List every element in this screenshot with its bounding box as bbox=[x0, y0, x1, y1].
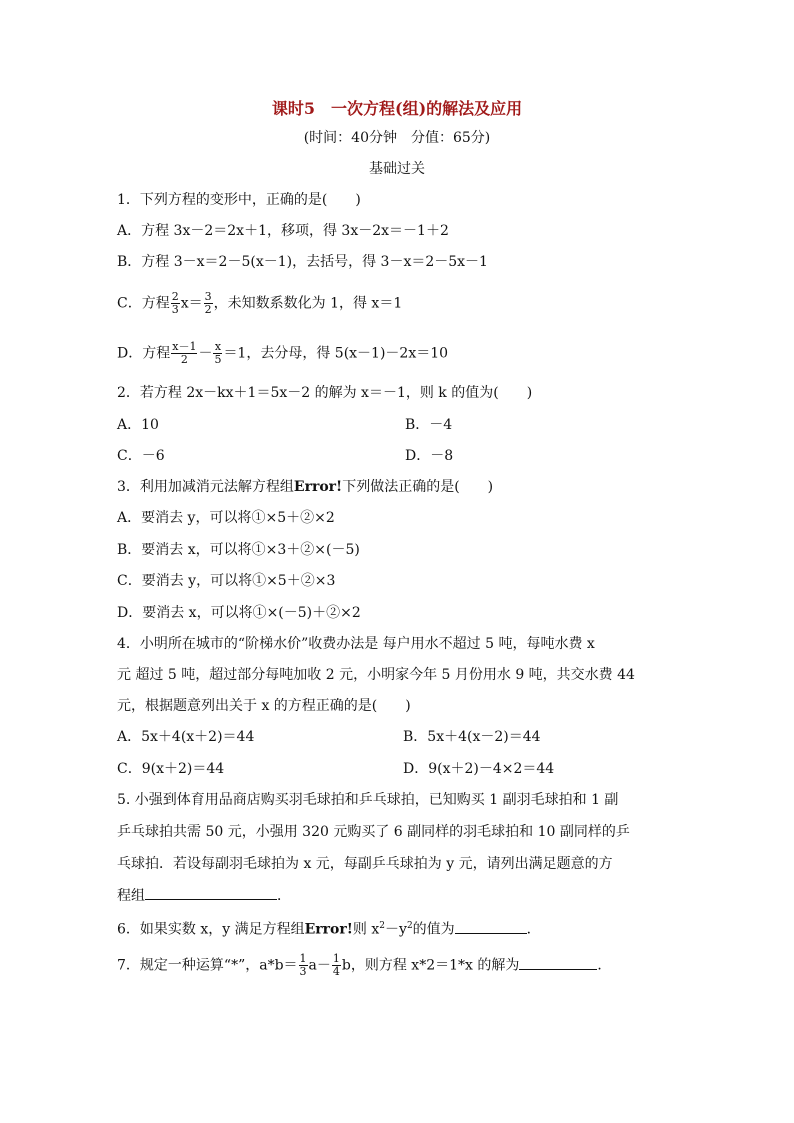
page-title: 课时5 一次方程(组)的解法及应用 bbox=[271, 99, 523, 118]
question-3-stem-post: 下列做法正确的是( ) bbox=[342, 479, 494, 495]
answer-blank[interactable] bbox=[455, 919, 527, 934]
question-1-option-c bbox=[117, 291, 402, 316]
fraction-denominator: 3 bbox=[299, 965, 307, 978]
question-2-option-d: D．－8 bbox=[405, 448, 454, 464]
option-d-suffix: ＝1，去分母，得 5(x－1)－2x＝10 bbox=[223, 345, 449, 362]
fraction-numerator: x－1 bbox=[172, 340, 197, 353]
question-4-line-2: 元 超过 5 吨，超过部分每吨加收 2 元，小明家今年 5 月份用水 9 吨，共交水费 44 bbox=[117, 667, 635, 683]
fraction-numerator: x bbox=[214, 340, 222, 353]
question-6-pre: 6．如果实数 x，y 满足方程组 bbox=[117, 921, 305, 938]
fraction-numerator: 1 bbox=[299, 952, 307, 965]
question-1-stem: 1．下列方程的变形中，正确的是( ) bbox=[117, 192, 361, 208]
question-2-option-a: A．10 bbox=[117, 417, 159, 433]
answer-blank[interactable] bbox=[145, 885, 277, 900]
question-5-line-4-post: ． bbox=[277, 888, 291, 904]
question-7-mid: a－ bbox=[308, 957, 331, 974]
question-4-line-3: 元，根据题意列出关于 x 的方程正确的是( ) bbox=[117, 698, 411, 714]
option-c-prefix: C．方程 bbox=[117, 295, 170, 312]
question-2-option-c: C．－6 bbox=[117, 448, 165, 464]
question-5-line-3: 乓球拍．若设每副羽毛球拍为 x 元，每副乒乓球拍为 y 元，请列出满足题意的方 bbox=[117, 856, 613, 872]
question-7-pre: 7．规定一种运算“*”，a*b＝ bbox=[117, 957, 298, 974]
question-5-line-4-pre: 程组 bbox=[117, 888, 145, 904]
question-5-line-2: 乒乓球拍共需 50 元，小强用 320 元购买了 6 副同样的羽毛球拍和 10 副同样的乒 bbox=[117, 824, 630, 840]
question-7-post: b，则方程 x*2＝1*x 的解为 bbox=[341, 957, 520, 974]
superscript: 2 bbox=[379, 921, 386, 931]
question-3-option-a: A．要消去 y，可以将①×5＋②×2 bbox=[117, 510, 335, 526]
question-6-mid: 则 x bbox=[352, 921, 380, 938]
question-3-option-b: B．要消去 x，可以将①×3＋②×(－5) bbox=[117, 542, 360, 558]
fraction-denominator: 2 bbox=[180, 353, 188, 366]
question-3-option-d: D．要消去 x，可以将①×(－5)＋②×2 bbox=[117, 605, 361, 621]
option-c-mid: x＝ bbox=[180, 295, 203, 312]
question-3-option-c: C．要消去 y，可以将①×5＋②×3 bbox=[117, 573, 336, 589]
time-score-info: (时间：40分钟 分值：65分) bbox=[303, 130, 491, 146]
question-2-stem: 2．若方程 2x－kx＋1＝5x－2 的解为 x＝－1，则 k 的值为( ) bbox=[117, 385, 533, 401]
fraction bbox=[171, 341, 197, 366]
question-6 bbox=[117, 916, 541, 940]
question-1-option-a: A．方程 3x－2＝2x＋1，移项，得 3x－2x＝－1＋2 bbox=[117, 223, 449, 239]
option-d-mid: － bbox=[198, 345, 213, 362]
fraction bbox=[213, 341, 222, 366]
question-5-line-1: 5. 小强到体育用品商店购买羽毛球拍和乒乓球拍，已知购买 1 副羽毛球拍和 1 副 bbox=[117, 792, 619, 808]
question-7-end: ． bbox=[597, 957, 612, 974]
question-7 bbox=[117, 953, 611, 978]
fraction-numerator: 3 bbox=[204, 290, 212, 303]
question-6-mid2: －y bbox=[385, 921, 407, 938]
question-2-option-b: B．－4 bbox=[405, 417, 453, 433]
error-placeholder: Error! bbox=[304, 921, 353, 938]
question-4-line-1: 4．小明所在城市的“阶梯水价”收费办法是 每户用水不超过 5 吨，每吨水费 x bbox=[117, 636, 595, 652]
superscript: 2 bbox=[406, 921, 413, 931]
option-d-prefix: D．方程 bbox=[117, 345, 171, 362]
question-5-line-4 bbox=[117, 885, 291, 906]
fraction bbox=[332, 953, 341, 978]
fraction-denominator: 5 bbox=[214, 353, 222, 366]
question-3-stem-pre: 3．利用加减消元法解方程组 bbox=[117, 479, 294, 495]
question-3-stem bbox=[117, 477, 493, 497]
fraction bbox=[204, 291, 213, 316]
fraction-numerator: 2 bbox=[171, 290, 179, 303]
fraction bbox=[299, 953, 308, 978]
question-4-option-a: A．5x＋4(x＋2)＝44 bbox=[117, 729, 255, 745]
fraction-denominator: 4 bbox=[332, 965, 340, 978]
question-4-option-c: C．9(x＋2)＝44 bbox=[117, 761, 225, 777]
fraction-denominator: 3 bbox=[171, 303, 179, 316]
error-placeholder: Error! bbox=[293, 479, 343, 495]
section-heading: 基础过关 bbox=[369, 161, 425, 177]
question-1-option-d bbox=[117, 341, 448, 366]
question-4-option-d: D．9(x＋2)－4×2＝44 bbox=[403, 761, 555, 777]
answer-blank[interactable] bbox=[519, 955, 597, 970]
question-1-option-b: B．方程 3－x＝2－5(x－1)，去括号，得 3－x＝2－5x－1 bbox=[117, 254, 488, 270]
question-6-post: 的值为 bbox=[412, 921, 455, 938]
fraction-numerator: 1 bbox=[332, 952, 340, 965]
fraction bbox=[171, 291, 180, 316]
option-c-suffix: ，未知数系数化为 1，得 x＝1 bbox=[213, 295, 403, 312]
fraction-denominator: 2 bbox=[204, 303, 212, 316]
question-6-end: ． bbox=[526, 921, 541, 938]
question-4-option-b: B．5x＋4(x－2)＝44 bbox=[403, 729, 541, 745]
